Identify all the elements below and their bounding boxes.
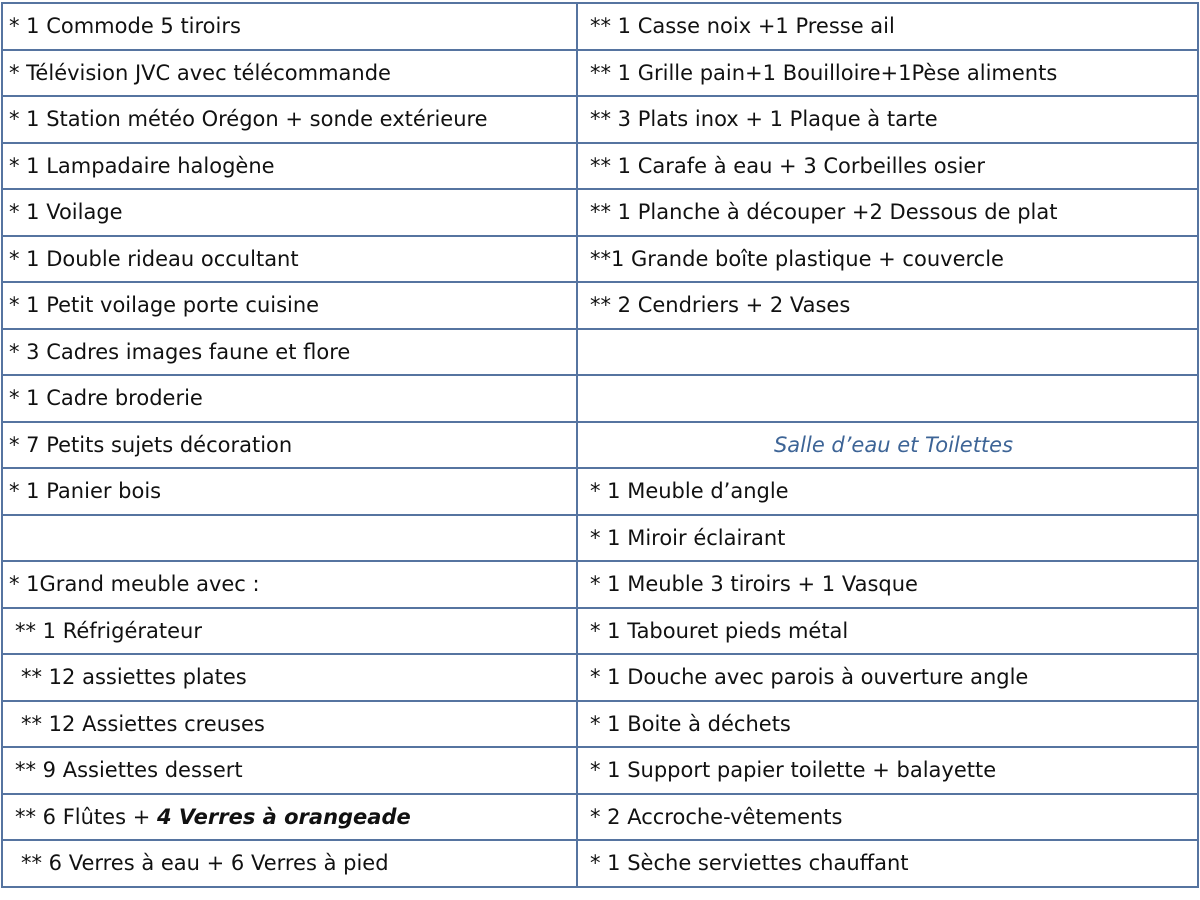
left-cell: * 1 Voilage bbox=[2, 189, 577, 236]
left-cell: * 7 Petits sujets décoration bbox=[2, 422, 577, 469]
left-cell-empty bbox=[2, 515, 577, 562]
right-cell: * 1 Sèche serviettes chauffant bbox=[577, 840, 1198, 887]
right-cell-empty bbox=[577, 375, 1198, 422]
left-cell: * 1 Cadre broderie bbox=[2, 375, 577, 422]
right-cell: ** 3 Plats inox + 1 Plaque à tarte bbox=[577, 96, 1198, 143]
right-cell: ** 2 Cendriers + 2 Vases bbox=[577, 282, 1198, 329]
inventory-document bbox=[1, 2, 1199, 888]
table-row bbox=[2, 561, 1198, 608]
left-cell: * 3 Cadres images faune et flore bbox=[2, 329, 577, 376]
left-cell: * 1 Lampadaire halogène bbox=[2, 143, 577, 190]
table-row bbox=[2, 468, 1198, 515]
table-row bbox=[2, 3, 1198, 50]
left-cell-subitem: ** 6 Verres à eau + 6 Verres à pied bbox=[2, 840, 577, 887]
table-row bbox=[2, 608, 1198, 655]
right-cell: ** 1 Casse noix +1 Presse ail bbox=[577, 3, 1198, 50]
item-text: ** 6 Flûtes + bbox=[15, 804, 157, 829]
left-cell: * 1 Commode 5 tiroirs bbox=[2, 3, 577, 50]
left-cell: * Télévision JVC avec télécommande bbox=[2, 50, 577, 97]
section-heading-salle-d-eau: Salle d’eau et Toilettes bbox=[577, 422, 1198, 469]
left-cell: * 1 Panier bois bbox=[2, 468, 577, 515]
table-row bbox=[2, 143, 1198, 190]
right-cell: * 2 Accroche-vêtements bbox=[577, 794, 1198, 841]
right-cell-empty bbox=[577, 329, 1198, 376]
left-cell-subitem: ** 1 Réfrigérateur bbox=[2, 608, 577, 655]
table-row bbox=[2, 701, 1198, 748]
table-row bbox=[2, 96, 1198, 143]
table-row bbox=[2, 329, 1198, 376]
left-cell: * 1 Petit voilage porte cuisine bbox=[2, 282, 577, 329]
right-cell: * 1 Tabouret pieds métal bbox=[577, 608, 1198, 655]
right-cell: ** 1 Grille pain+1 Bouilloire+1Pèse aliments bbox=[577, 50, 1198, 97]
table-row bbox=[2, 422, 1198, 469]
table-row bbox=[2, 515, 1198, 562]
table-row bbox=[2, 236, 1198, 283]
table-row bbox=[2, 375, 1198, 422]
table-row bbox=[2, 50, 1198, 97]
right-cell: * 1 Douche avec parois à ouverture angle bbox=[577, 654, 1198, 701]
right-cell: ** 1 Carafe à eau + 3 Corbeilles osier bbox=[577, 143, 1198, 190]
left-cell-subitem bbox=[2, 794, 577, 841]
right-cell: * 1 Meuble 3 tiroirs + 1 Vasque bbox=[577, 561, 1198, 608]
table-row bbox=[2, 840, 1198, 887]
inventory-table bbox=[1, 2, 1199, 888]
right-cell: * 1 Support papier toilette + balayette bbox=[577, 747, 1198, 794]
right-cell: * 1 Boite à déchets bbox=[577, 701, 1198, 748]
left-cell: * 1Grand meuble avec : bbox=[2, 561, 577, 608]
left-cell: * 1 Station météo Orégon + sonde extérieure bbox=[2, 96, 577, 143]
left-cell-subitem: ** 9 Assiettes dessert bbox=[2, 747, 577, 794]
table-row bbox=[2, 747, 1198, 794]
emphasized-item-text: 4 Verres à orangeade bbox=[156, 804, 411, 829]
right-cell: * 1 Miroir éclairant bbox=[577, 515, 1198, 562]
table-row bbox=[2, 654, 1198, 701]
left-cell: * 1 Double rideau occultant bbox=[2, 236, 577, 283]
right-cell: ** 1 Planche à découper +2 Dessous de plat bbox=[577, 189, 1198, 236]
table-row bbox=[2, 189, 1198, 236]
right-cell: **1 Grande boîte plastique + couvercle bbox=[577, 236, 1198, 283]
table-row bbox=[2, 794, 1198, 841]
left-cell-subitem: ** 12 Assiettes creuses bbox=[2, 701, 577, 748]
right-cell: * 1 Meuble d’angle bbox=[577, 468, 1198, 515]
table-row bbox=[2, 282, 1198, 329]
left-cell-subitem: ** 12 assiettes plates bbox=[2, 654, 577, 701]
